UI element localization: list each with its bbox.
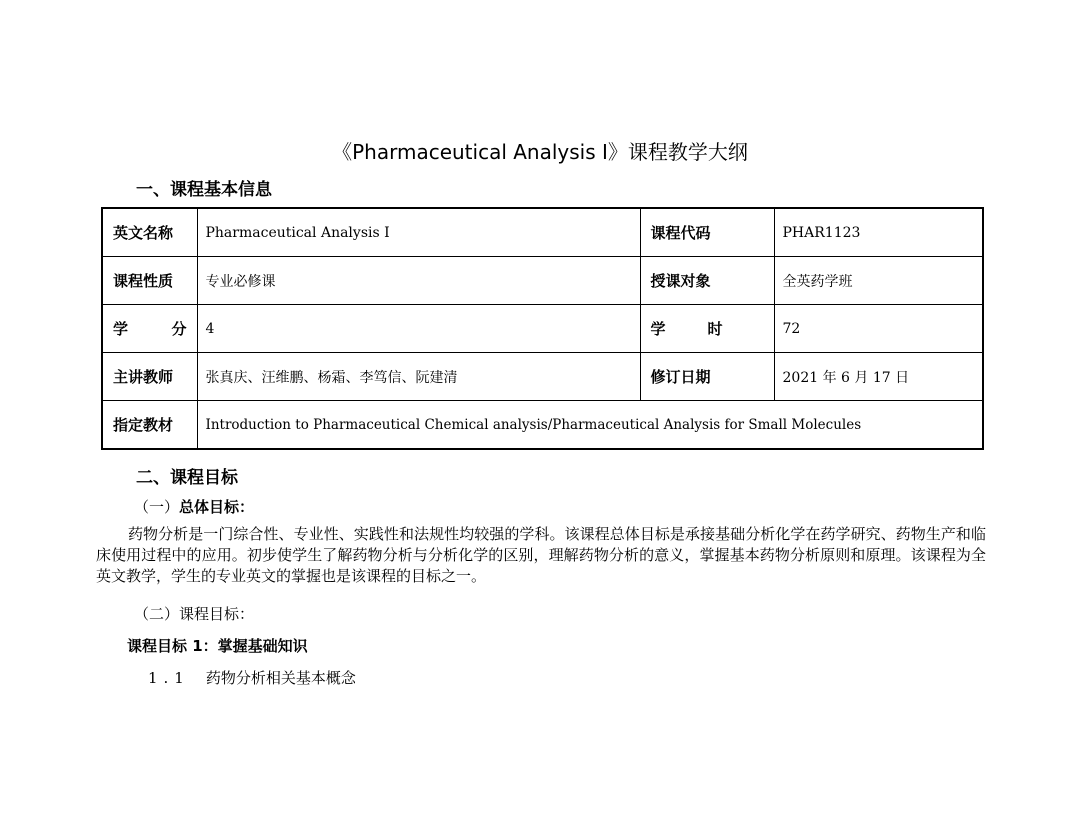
value-credits: 4 (197, 305, 640, 353)
value-course-type: 专业必修课 (197, 257, 640, 305)
value-textbook: Introduction to Pharmaceutical Chemical analysis/Pharmaceutical Analysis for Small Molecules (197, 401, 983, 450)
value-instructors: 张真庆、汪维鹏、杨霜、李笃信、阮建清 (197, 353, 640, 401)
value-course-code: PHAR1123 (774, 208, 983, 257)
table-row (102, 305, 983, 353)
label-course-type: 课程性质 (102, 257, 197, 305)
label-hours-char2: 时 (707, 320, 723, 338)
value-revision-date: 2021 年 6 月 17 日 (774, 353, 983, 401)
table-row (102, 257, 983, 305)
course-goal-1-item (148, 667, 356, 688)
overall-goal-prefix: （一） (134, 498, 180, 516)
label-revision-date: 修订日期 (640, 353, 774, 401)
section2-heading: 二、课程目标 (136, 468, 238, 488)
goal-item-number: 1.1 (148, 669, 190, 687)
value-audience: 全英药学班 (774, 257, 983, 305)
overall-goal-heading (134, 496, 254, 517)
label-instructors: 主讲教师 (102, 353, 197, 401)
table-row (102, 208, 983, 257)
table-row (102, 353, 983, 401)
course-goals-heading: （二）课程目标： (134, 605, 255, 623)
table-row (102, 401, 983, 450)
course-goal-1: 课程目标 1：掌握基础知识 (127, 637, 308, 655)
label-textbook: 指定教材 (102, 401, 197, 450)
label-hours (640, 305, 774, 353)
course-info-table (101, 207, 984, 450)
label-credits (102, 305, 197, 353)
goal-item-text: 药物分析相关基本概念 (205, 669, 356, 687)
label-hours-char1: 学 (650, 320, 666, 338)
value-english-name: Pharmaceutical Analysis I (197, 208, 640, 257)
section1-heading: 一、课程基本信息 (136, 180, 272, 200)
overall-goal-paragraph: 药物分析是一门综合性、专业性、实践性和法规性均较强的学科。该课程总体目标是承接基础分析化学在药学研究、药物生产和临床使用过程中的应用。初步使学生了解药物分析与分析化学的区别，理解药物分析的意义，掌握基本药物分析原则和原理。该课程为全英文教学，学生的专业英文的掌握也是该课程的目标之一。 (96, 525, 986, 585)
overall-goal-label: 总体目标： (179, 498, 255, 516)
label-course-code: 课程代码 (640, 208, 774, 257)
document-title: 《Pharmaceutical Analysis I》课程教学大纲 (332, 140, 748, 164)
label-english-name: 英文名称 (102, 208, 197, 257)
label-credits-char2: 分 (171, 320, 187, 338)
label-credits-char1: 学 (113, 320, 129, 338)
value-hours: 72 (774, 305, 983, 353)
label-audience: 授课对象 (640, 257, 774, 305)
